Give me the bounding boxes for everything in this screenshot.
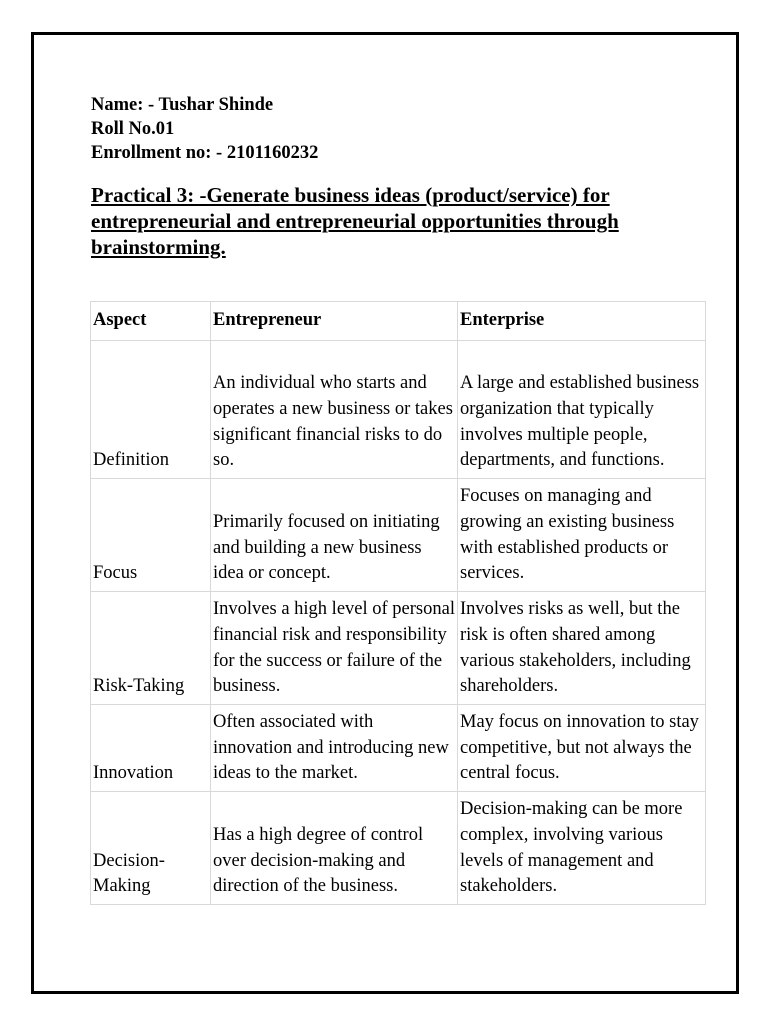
table-row	[91, 341, 706, 479]
cell-entrepreneur: Primarily focused on initiating and building a new business idea or concept.	[211, 479, 458, 592]
header-entrepreneur: Entrepreneur	[211, 302, 458, 341]
cell-entrepreneur: An individual who starts and operates a new business or takes significant financial risks to do so.	[211, 341, 458, 479]
cell-enterprise: Decision-making can be more complex, involving various levels of management and stakeholders.	[458, 792, 706, 905]
table-row	[91, 592, 706, 705]
cell-enterprise: Involves risks as well, but the risk is often shared among various stakeholders, including shareholders.	[458, 592, 706, 705]
table-header-row	[91, 302, 706, 341]
cell-aspect: Innovation	[91, 705, 211, 792]
header-enterprise: Enterprise	[458, 302, 706, 341]
cell-aspect: Risk-Taking	[91, 592, 211, 705]
cell-entrepreneur: Involves a high level of personal financial risk and responsibility for the success or failure of the business.	[211, 592, 458, 705]
cell-entrepreneur: Has a high degree of control over decision-making and direction of the business.	[211, 792, 458, 905]
table-row	[91, 479, 706, 592]
cell-enterprise: May focus on innovation to stay competitive, but not always the central focus.	[458, 705, 706, 792]
cell-enterprise: A large and established business organization that typically involves multiple people, departments, and functions.	[458, 341, 706, 479]
table-row	[91, 792, 706, 905]
cell-entrepreneur: Often associated with innovation and introducing new ideas to the market.	[211, 705, 458, 792]
student-name: Name: - Tushar Shinde	[91, 95, 274, 115]
enrollment-number: Enrollment no: - 2101160232	[91, 143, 319, 163]
table-row	[91, 705, 706, 792]
cell-enterprise: Focuses on managing and growing an existing business with established products or services.	[458, 479, 706, 592]
cell-aspect: Focus	[91, 479, 211, 592]
cell-aspect: Decision-Making	[91, 792, 211, 905]
student-header	[91, 93, 318, 165]
roll-number: Roll No.01	[91, 119, 175, 139]
practical-title: Practical 3: -Generate business ideas (product/service) for entrepreneurial and entrepreneurial opportunities through brainstorming.	[91, 183, 619, 259]
cell-aspect: Definition	[91, 341, 211, 479]
comparison-table	[90, 301, 706, 905]
header-aspect: Aspect	[91, 302, 211, 341]
